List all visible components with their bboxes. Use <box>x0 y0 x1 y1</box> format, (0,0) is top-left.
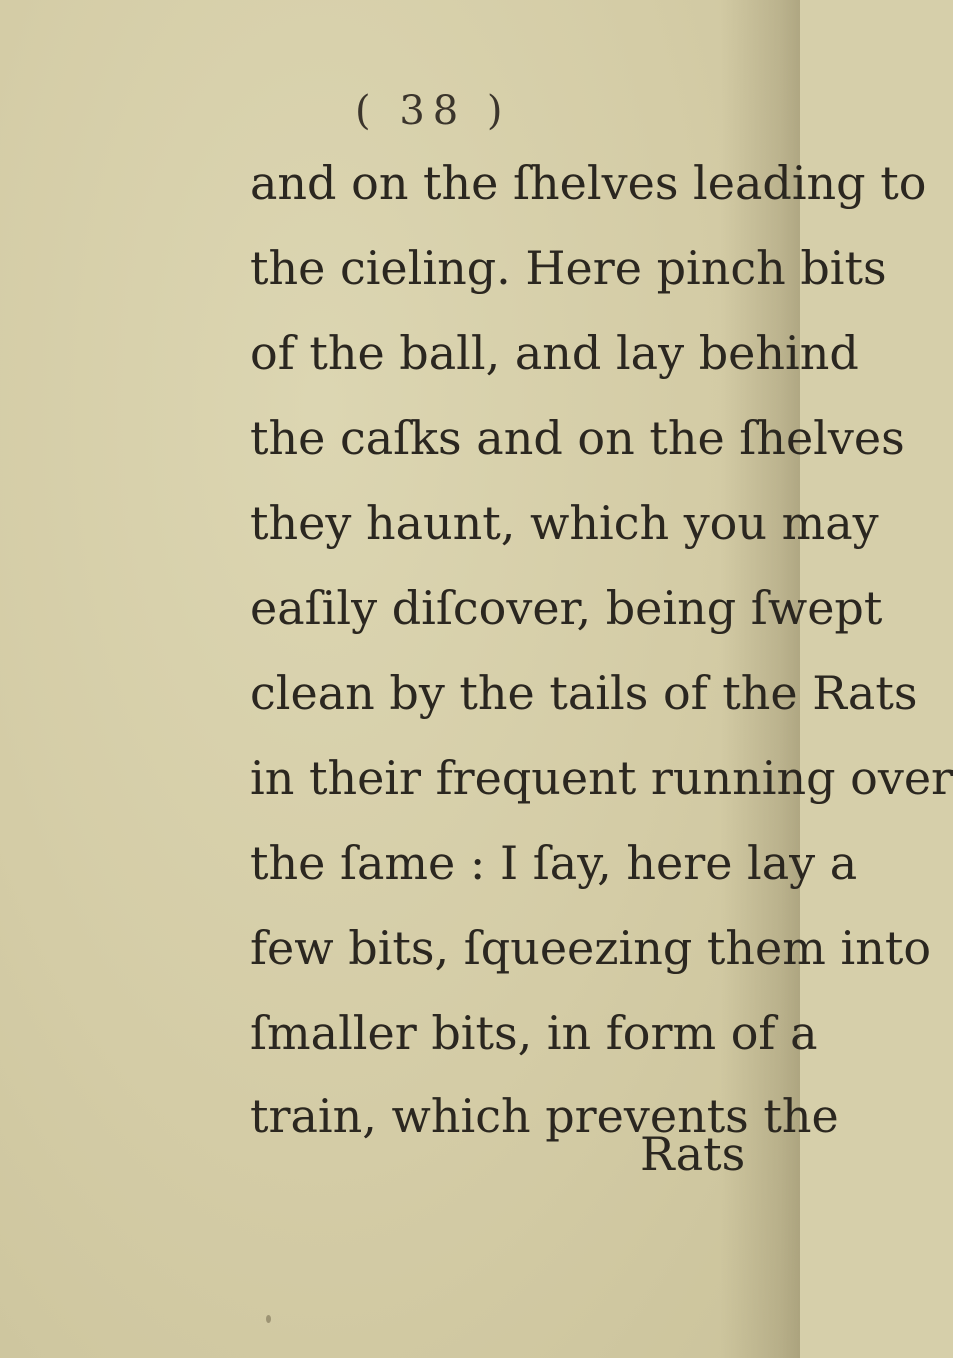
text-line-3: of the ball, and lay behind <box>250 326 859 380</box>
ink-spot <box>266 1315 271 1323</box>
text-line-8: in their frequent running over <box>250 751 953 805</box>
text-line-10: few bits, ſqueezing them into <box>250 921 932 975</box>
text-line-7: clean by the tails of the Rats <box>250 666 918 720</box>
catchword: Rats <box>640 1127 746 1181</box>
text-line-4: the caſks and on the ſhelves <box>250 411 905 465</box>
text-line-9: the ſame : I ſay, here lay a <box>250 836 858 890</box>
text-line-5: they haunt, which you may <box>250 496 879 550</box>
text-line-2: the cieling. Here pinch bits <box>250 241 887 295</box>
text-line-1: and on the ſhelves leading to <box>250 156 927 210</box>
text-line-12: train, which prevents the <box>250 1089 839 1143</box>
text-line-6: eaſily diſcover, being ſwept <box>250 581 883 635</box>
text-line-11: ſmaller bits, in form of a <box>250 1006 818 1060</box>
page-number: ( 38 ) <box>355 88 511 134</box>
